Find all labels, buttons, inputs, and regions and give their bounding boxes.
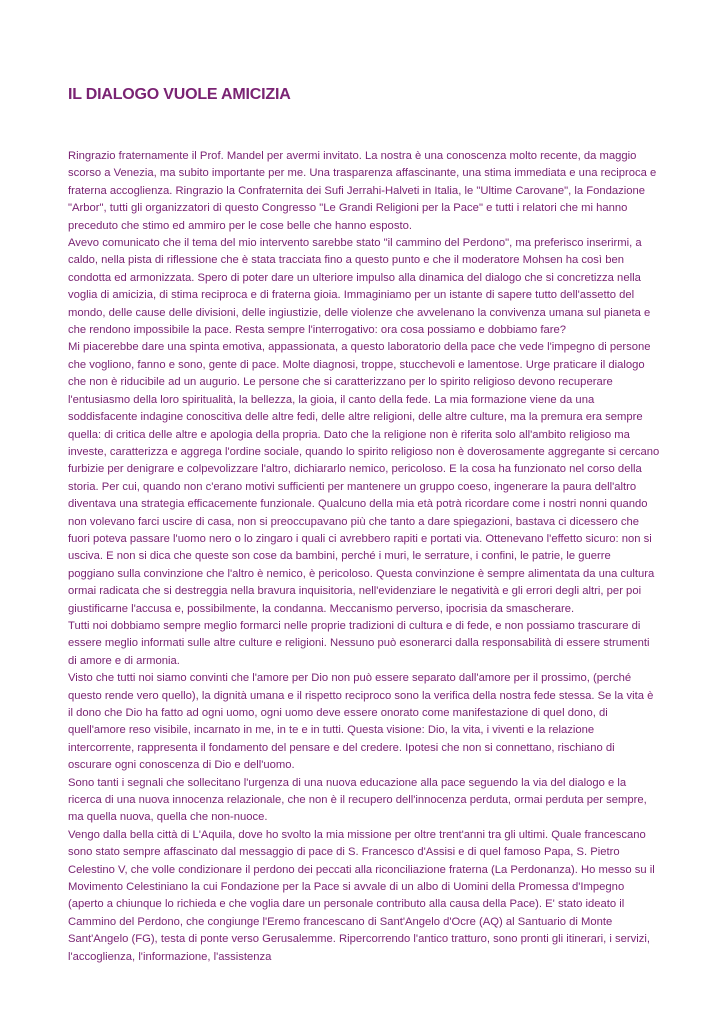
paragraph-1: Ringrazio fraternamente il Prof. Mandel per avermi invitato. La nostra è una conoscenza molto recente, da maggio scorso a Venezia, ma subito importante per me. Una trasparenza affascinante, una stima immediata e una reciproca e fraterna accoglienza. Ringrazio la Confraternita dei Sufi Jerrahi-Halveti in Italia, le "Ultime Carovane", la Fondazione "Arbor", tutti gli organizzatori di questo Congresso "Le Grandi Religioni per la Pace" e tutti i relatori che mi hanno preceduto che stimo ed ammiro per le cose belle che hanno esposto. bbox=[68, 150, 657, 232]
article-body bbox=[68, 148, 660, 966]
paragraph-6: Sono tanti i segnali che sollecitano l'urgenza di una nuova educazione alla pace seguendo la via del dialogo e la ricerca di una nuova innocenza relazionale, che non è il recupero dell'innocenza perduta, ormai perduta per sempre, ma quella nuova, quella che non-nuoce. bbox=[68, 776, 647, 824]
page-title: IL DIALOGO VUOLE AMICIZIA bbox=[68, 86, 291, 103]
paragraph-7: Vengo dalla bella città di L'Aquila, dove ho svolto la mia missione per oltre trent'anni tra gli ultimi. Quale francescano sono stato sempre affascinato dal messaggio di pace di S. Francesco d'Assisi e di quel famoso Papa, S. Pietro Celestino V, che volle condizionare il perdono dei peccati alla riconciliazione fraterna (La Perdonanza). Ho messo su il Movimento Celestiniano la cui Fondazione per la Pace si avvale di un albo di Uomini della Promessa d'Impegno (aperto a chiunque lo richieda e che voglia dare un personale contributo alla causa della Pace). E' stato ideato il Cammino del Perdono, che congiunge l'Eremo francescano di Sant'Angelo d'Ocre (AQ) al Santuario di Monte Sant'Angelo (FG), testa di ponte verso Gerusalemme. Ripercorrendo l'antico tratturo, sono pronti gli itinerari, i servizi, l'accoglienza, l'informazione, l'assistenza bbox=[68, 828, 655, 963]
paragraph-5: Visto che tutti noi siamo convinti che l'amore per Dio non può essere separato dall'amore per il prossimo, (perché questo rende vero quello), la dignità umana e il rispetto reciproco sono la verifica della nostra fede stessa. Se la vita è il dono che Dio ha fatto ad ogni uomo, ogni uomo deve essere onorato come manifestazione di quel dono, di quell'amore reso visibile, incarnato in me, in te e in tutti. Questa visione: Dio, la vita, i viventi e la relazione intercorrente, rappresenta il fondamento del pensare e del credere. Ipotesi che non si connettano, rischiano di oscurare ogni conoscenza di Dio e dell'uomo. bbox=[68, 672, 654, 772]
paragraph-3: Mi piacerebbe dare una spinta emotiva, appassionata, a questo laboratorio della pace che vede l'impegno di persone che vogliono, fanno e sono, gente di pace. Molte diagnosi, troppe, stucchevoli e lamentose. Urge praticare il dialogo che non è riducibile ad un augurio. Le persone che si caratterizzano per lo spirito religioso devono recuperare l'entusiasmo della loro spiritualità, la bellezza, la gioia, il canto della fede. La mia formazione viene da una soddisfacente indagine conoscitiva delle altre fedi, delle altre religioni, delle altre culture, ma la premura era sempre quella: di critica delle altre e apologia della propria. Dato che la religione non è riferita solo all'ambito religioso ma investe, caratterizza e aggrega l'ordine sociale, quando lo spirito religioso non è doverosamente aggregante si cercano furbizie per denigrare e colpevolizzare l'altro, dichiararlo nemico, pericoloso. E la cosa ha funzionato nel corso della storia. Per cui, quando non c'erano motivi sufficienti per mantenere un gruppo coeso, ingenerare la paura dell'altro diventava una strategia efficacemente funzionale. Qualcuno della mia età potrà ricordare come i nostri nonni quando non volevano farci uscire di casa, non si preoccupavano più che tanto a dare spiegazioni, bastava ci dicessero che fuori poteva passare l'uomo nero o lo zingaro i quali ci avrebbero rapiti e portati via. Ottenevano l'effetto sicuro: non si usciva. E non si dica che queste son cose da bambini, perché i muri, le serrature, i confini, le patrie, le guerre poggiano sulla convinzione che l'altro è nemico, è pericoloso. Questa convinzione è sempre alimentata da una cultura ormai radicata che si destreggia nella bravura inquisitoria, nell'evidenziare le negatività e gli errori degli altri, per poi giustificarne l'accusa e, possibilmente, la condanna. Meccanismo perverso, ipocrisia da smascherare. bbox=[68, 341, 660, 615]
paragraph-4: Tutti noi dobbiamo sempre meglio formarci nelle proprie tradizioni di cultura e di fede, e non possiamo trascurare di essere meglio informati sulle altre culture e religioni. Nessuno può esonerarci dalla responsabilità di essere strumenti di amore e di armonia. bbox=[68, 619, 650, 667]
paragraph-2: Avevo comunicato che il tema del mio intervento sarebbe stato "il cammino del Perdono", ma preferisco inserirmi, a caldo, nella pista di riflessione che è stata tracciata fino a questo punto e che il moderatore Mohsen ha così ben condotta ed armonizzata. Spero di poter dare un ulteriore impulso alla dinamica del dialogo che si concretizza nella voglia di amicizia, di stima reciproca e di fraterna gioia. Immaginiamo per un istante di sapere tutto dell'assetto del mondo, delle cause delle divisioni, delle ingiustizie, delle violenze che avvelenano la convivenza umana sul pianeta e che rendono impossibile la pace. Resta sempre l'interrogativo: ora cosa possiamo e dobbiamo fare? bbox=[68, 237, 651, 337]
